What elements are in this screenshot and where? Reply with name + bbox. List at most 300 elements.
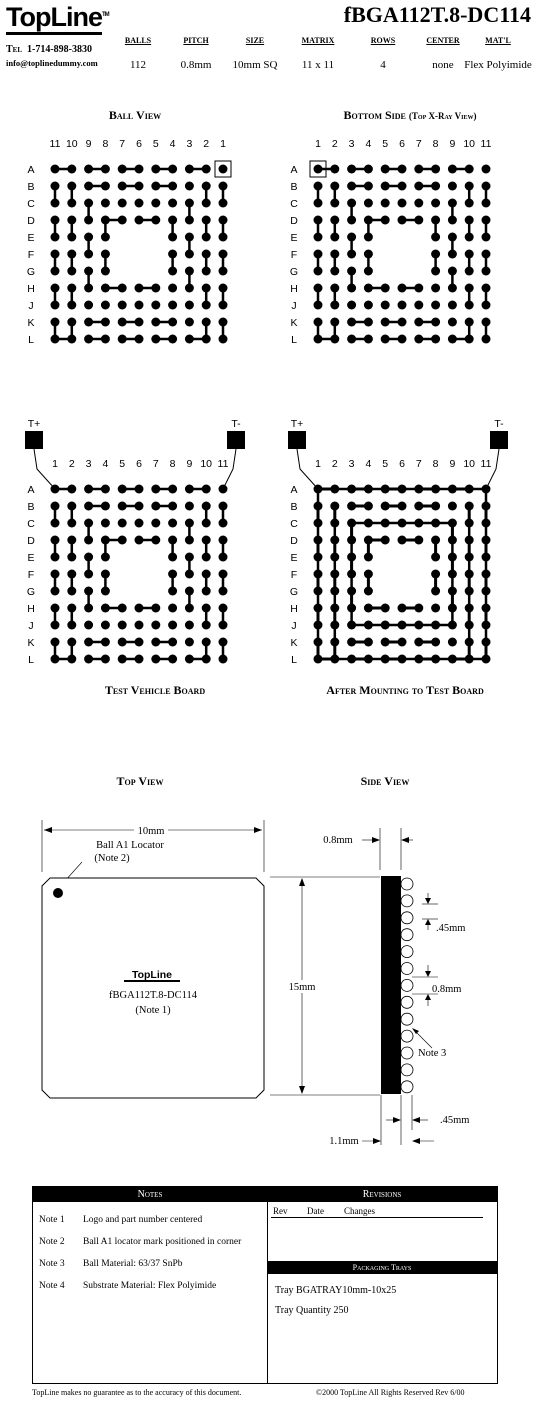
ball — [381, 301, 390, 310]
col-label: 11 — [217, 458, 229, 470]
ball — [347, 182, 356, 191]
ball — [84, 570, 93, 579]
ball — [398, 199, 407, 208]
spec-label: PITCH — [183, 36, 209, 45]
ball — [219, 216, 228, 225]
ball — [151, 318, 160, 327]
ball — [67, 335, 76, 344]
ball — [151, 284, 160, 293]
note3-label: Note 3 — [418, 1048, 447, 1059]
ball — [364, 301, 373, 310]
ball — [219, 536, 228, 545]
ball — [202, 553, 211, 562]
ball — [84, 485, 93, 494]
ball — [398, 604, 407, 613]
note-label: Note 2 — [39, 1237, 65, 1247]
ball — [219, 199, 228, 208]
side-view-title: Side View — [360, 774, 410, 788]
ball — [314, 267, 323, 276]
ball — [202, 233, 211, 242]
ball — [398, 318, 407, 327]
ball — [219, 638, 228, 647]
col-label: 2 — [68, 458, 75, 470]
ball — [364, 267, 373, 276]
row-label: E — [27, 232, 35, 244]
ball — [67, 216, 76, 225]
ball — [101, 199, 110, 208]
dim-11-label: 1.1mm — [329, 1136, 359, 1147]
row-label: D — [290, 215, 298, 227]
side-ball — [401, 946, 413, 958]
row-label: K — [27, 317, 35, 329]
ball — [51, 570, 60, 579]
ball — [118, 165, 127, 174]
ball — [84, 587, 93, 596]
ball — [431, 301, 440, 310]
ball — [202, 519, 211, 528]
side-ball — [401, 1047, 413, 1059]
ball — [202, 638, 211, 647]
ball — [431, 233, 440, 242]
ball — [330, 250, 339, 259]
ball — [431, 638, 440, 647]
col-label: 5 — [382, 458, 389, 470]
ball — [414, 165, 423, 174]
ball — [381, 199, 390, 208]
ball — [219, 250, 228, 259]
ball — [67, 587, 76, 596]
ball — [347, 335, 356, 344]
ball — [151, 604, 160, 613]
ball — [84, 284, 93, 293]
ball — [135, 604, 144, 613]
ball — [414, 199, 423, 208]
col-label: 8 — [102, 138, 109, 150]
ball — [51, 199, 60, 208]
ball — [364, 502, 373, 511]
row-label: D — [27, 215, 35, 227]
ball — [219, 621, 228, 630]
ball — [84, 519, 93, 528]
ball — [482, 182, 491, 191]
ball — [51, 216, 60, 225]
ball — [118, 604, 127, 613]
ball — [51, 284, 60, 293]
ball — [482, 267, 491, 276]
ball — [347, 250, 356, 259]
col-label: 8 — [432, 138, 439, 150]
ball — [330, 267, 339, 276]
ball — [431, 267, 440, 276]
ball — [202, 485, 211, 494]
ball — [185, 502, 194, 511]
ball — [414, 335, 423, 344]
ball — [168, 587, 177, 596]
ball — [314, 182, 323, 191]
row-label: K — [290, 317, 298, 329]
ball — [118, 335, 127, 344]
spec-value: 0.8mm — [180, 59, 212, 71]
ball — [84, 182, 93, 191]
ball — [219, 502, 228, 511]
ball — [84, 233, 93, 242]
revisions-rule — [271, 1217, 483, 1218]
ball — [202, 182, 211, 191]
ball — [431, 318, 440, 327]
ball — [101, 536, 110, 545]
ball — [135, 199, 144, 208]
ball — [135, 335, 144, 344]
ball — [84, 621, 93, 630]
locator-note: (Note 2) — [94, 853, 130, 864]
ball — [219, 553, 228, 562]
ball — [364, 165, 373, 174]
ball — [330, 165, 339, 174]
ball — [414, 216, 423, 225]
ball — [465, 233, 474, 242]
ball — [101, 604, 110, 613]
ball — [168, 553, 177, 562]
ball — [398, 182, 407, 191]
ball — [168, 536, 177, 545]
ball — [185, 519, 194, 528]
ball — [448, 638, 457, 647]
ball — [168, 267, 177, 276]
ball — [118, 638, 127, 647]
ball — [67, 553, 76, 562]
ball — [465, 335, 474, 344]
side-ball — [401, 996, 413, 1008]
ball — [448, 182, 457, 191]
ball — [219, 519, 228, 528]
ball — [118, 502, 127, 511]
ball — [67, 199, 76, 208]
ball — [448, 250, 457, 259]
ball — [84, 536, 93, 545]
ball — [330, 318, 339, 327]
top-view-title: Top View — [116, 774, 164, 788]
packaging-title: Packaging Trays — [267, 1261, 497, 1274]
side-ball — [401, 929, 413, 941]
col-label: 6 — [136, 458, 142, 470]
ball — [101, 301, 110, 310]
ball — [101, 318, 110, 327]
side-ball — [401, 895, 413, 907]
ball — [381, 335, 390, 344]
ball — [448, 199, 457, 208]
ball — [135, 655, 144, 664]
row-label: J — [291, 620, 297, 632]
ball — [67, 165, 76, 174]
spec-value: 11 x 11 — [301, 59, 335, 71]
col-label: 1 — [315, 458, 321, 470]
part-number: fBGA112T.8-DC114 — [343, 2, 531, 27]
side-ball — [401, 912, 413, 924]
note-text: Ball A1 locator mark positioned in corner — [83, 1237, 242, 1247]
row-label: F — [290, 249, 298, 261]
ball — [314, 216, 323, 225]
ball — [84, 199, 93, 208]
ball — [482, 250, 491, 259]
col-label: 7 — [119, 138, 126, 150]
ball — [314, 199, 323, 208]
row-label: H — [27, 603, 35, 615]
ball — [398, 638, 407, 647]
ball — [185, 570, 194, 579]
side-view — [270, 828, 469, 1147]
ball — [135, 284, 144, 293]
ball — [135, 536, 144, 545]
ball — [398, 165, 407, 174]
ball — [202, 301, 211, 310]
ball — [51, 318, 60, 327]
ball — [414, 502, 423, 511]
ball — [364, 587, 373, 596]
ball — [431, 570, 440, 579]
ball — [448, 233, 457, 242]
col-label: 10 — [463, 458, 476, 470]
ball — [101, 182, 110, 191]
row-label: E — [290, 232, 298, 244]
row-label: B — [290, 501, 298, 513]
ball — [168, 318, 177, 327]
ball — [168, 655, 177, 664]
col-label: 1 — [220, 138, 226, 150]
ball — [151, 536, 160, 545]
ball — [185, 250, 194, 259]
ball — [202, 502, 211, 511]
ball — [219, 318, 228, 327]
ball — [51, 655, 60, 664]
ball — [202, 267, 211, 276]
note-text: Ball Material: 63/37 SnPb — [83, 1259, 183, 1269]
ball — [364, 553, 373, 562]
ball — [448, 165, 457, 174]
ball — [347, 318, 356, 327]
ball — [51, 553, 60, 562]
ball — [101, 570, 110, 579]
ball — [168, 182, 177, 191]
t-plus-pad — [288, 431, 306, 449]
ball — [101, 519, 110, 528]
ball — [67, 655, 76, 664]
spec-label: SIZE — [245, 36, 265, 45]
package-part: fBGA112T.8-DC114 — [109, 990, 197, 1001]
ball — [84, 318, 93, 327]
ball — [330, 199, 339, 208]
package-drawing — [0, 800, 537, 1160]
ball — [135, 519, 144, 528]
ball — [202, 318, 211, 327]
col-label: 4 — [365, 138, 372, 150]
ball — [185, 182, 194, 191]
col-label: 3 — [348, 458, 355, 470]
changes-col: Changes — [344, 1206, 375, 1216]
ball — [101, 233, 110, 242]
ball — [185, 301, 194, 310]
ball — [482, 301, 491, 310]
ball — [347, 216, 356, 225]
ball — [448, 502, 457, 511]
ball — [185, 621, 194, 630]
ball — [67, 318, 76, 327]
ball — [347, 165, 356, 174]
ball — [101, 216, 110, 225]
ball — [168, 570, 177, 579]
ball — [364, 216, 373, 225]
ball — [168, 250, 177, 259]
note-text: Logo and part number centered — [83, 1215, 203, 1225]
ball — [51, 335, 60, 344]
ball — [465, 250, 474, 259]
ball — [51, 267, 60, 276]
ball — [448, 318, 457, 327]
ball — [67, 604, 76, 613]
ball — [151, 182, 160, 191]
ball — [465, 216, 474, 225]
row-label: K — [290, 637, 298, 649]
ball — [219, 604, 228, 613]
ball — [185, 233, 194, 242]
t-minus-label: T- — [231, 418, 241, 430]
ball — [118, 485, 127, 494]
dim-08-label: 0.8mm — [323, 835, 353, 846]
ball — [168, 199, 177, 208]
ball — [185, 216, 194, 225]
ball — [364, 335, 373, 344]
col-label: 10 — [200, 458, 213, 470]
ball — [151, 519, 160, 528]
ball — [431, 587, 440, 596]
ball — [51, 182, 60, 191]
ball — [364, 250, 373, 259]
col-label: 9 — [449, 458, 456, 470]
side-ball — [401, 1030, 413, 1042]
ball-view-title: Ball View — [108, 108, 162, 122]
row-label: E — [290, 552, 298, 564]
ball — [151, 621, 160, 630]
ball — [381, 182, 390, 191]
dim-15-label: 15mm — [288, 982, 316, 993]
package-note: (Note 1) — [135, 1005, 171, 1016]
ball-grids — [0, 0, 537, 700]
ball — [135, 638, 144, 647]
ball — [101, 553, 110, 562]
ball — [414, 301, 423, 310]
ball — [185, 553, 194, 562]
ball — [314, 335, 323, 344]
ball — [151, 638, 160, 647]
ball — [202, 335, 211, 344]
ball — [84, 335, 93, 344]
ball — [398, 301, 407, 310]
ball — [414, 604, 423, 613]
t-plus-label: T+ — [290, 418, 304, 430]
ball — [448, 335, 457, 344]
ball — [84, 502, 93, 511]
ball — [51, 250, 60, 259]
dim-045-label: .45mm — [436, 923, 466, 934]
top-view — [42, 820, 264, 1098]
copyright: ©2000 TopLine All Rights Reserved Rev 6/00 — [316, 1388, 465, 1397]
bottom-side-grid — [290, 138, 492, 346]
ball — [330, 182, 339, 191]
ball — [314, 318, 323, 327]
ball — [168, 233, 177, 242]
ball — [118, 182, 127, 191]
row-label: A — [27, 164, 35, 176]
ball — [51, 233, 60, 242]
ball — [364, 199, 373, 208]
ball — [448, 267, 457, 276]
ball — [364, 638, 373, 647]
ball — [135, 318, 144, 327]
ball — [135, 301, 144, 310]
ball — [219, 284, 228, 293]
ball — [51, 638, 60, 647]
ball — [51, 301, 60, 310]
row-label: C — [290, 198, 298, 210]
ball — [118, 621, 127, 630]
ball — [168, 502, 177, 511]
ball — [202, 284, 211, 293]
ball — [330, 216, 339, 225]
notes-title: Notes — [33, 1187, 267, 1202]
row-label: B — [290, 181, 298, 193]
tray-quantity: Tray Quantity 250 — [275, 1305, 349, 1316]
spec-label: BALLS — [124, 36, 152, 45]
after-mounting-title: After Mounting to Test Board — [326, 683, 484, 697]
ball — [84, 638, 93, 647]
col-label: 9 — [186, 458, 193, 470]
side-ball — [401, 979, 413, 991]
ball — [414, 182, 423, 191]
ball — [118, 301, 127, 310]
ball — [314, 250, 323, 259]
ball — [84, 655, 93, 664]
col-label: 4 — [102, 458, 109, 470]
row-label: E — [27, 552, 35, 564]
ball — [118, 519, 127, 528]
ball — [67, 182, 76, 191]
ball — [398, 502, 407, 511]
spec-label: MAT'L — [485, 36, 511, 45]
locator-label: Ball A1 Locator — [96, 840, 164, 851]
phone-line: Tel 1-714-898-3830 — [6, 44, 93, 55]
bottom-side-title: Bottom Side (Top X-Ray View) — [343, 108, 477, 122]
ball — [151, 335, 160, 344]
row-label: G — [289, 266, 299, 278]
ball — [67, 638, 76, 647]
ball — [185, 165, 194, 174]
row-label: A — [290, 484, 298, 496]
ball — [185, 587, 194, 596]
ball — [51, 621, 60, 630]
dim-045b-label: .45mm — [440, 1115, 470, 1126]
ball — [202, 570, 211, 579]
ball — [101, 335, 110, 344]
col-label: 1 — [52, 458, 58, 470]
col-label: 8 — [432, 458, 439, 470]
row-label: H — [27, 283, 35, 295]
ball — [381, 284, 390, 293]
ball — [314, 301, 323, 310]
ball — [51, 536, 60, 545]
date-col: Date — [307, 1206, 324, 1216]
t-plus-label: T+ — [27, 418, 41, 430]
ball — [465, 182, 474, 191]
ball — [219, 587, 228, 596]
